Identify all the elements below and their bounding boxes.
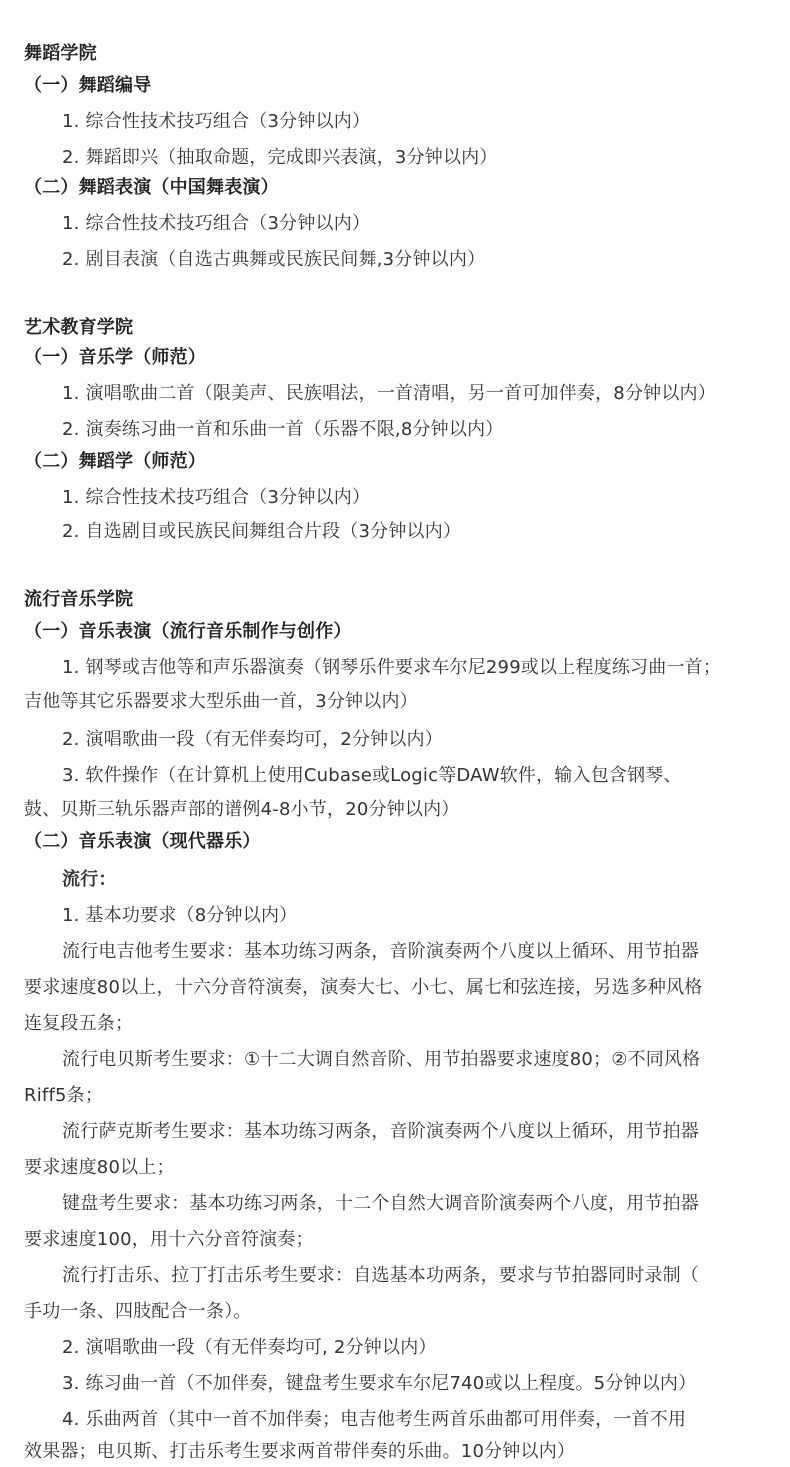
section-heading: （一）舞蹈编导 — [24, 75, 152, 96]
section-heading: （二）舞蹈表演（中国舞表演） — [24, 177, 279, 198]
paragraph-line: 手功一条、四肢配合一条）。 — [24, 1301, 252, 1322]
list-item: 1. 综合性技术技巧组合（3分钟以内） — [62, 111, 371, 132]
paragraph-line: 流行打击乐、拉丁打击乐考生要求：自选基本功两条，要求与节拍器同时录制（ — [62, 1265, 699, 1286]
list-item-continued: 效果器；电贝斯、打击乐考生要求两首带伴奏的乐曲。10分钟以内） — [24, 1441, 576, 1462]
list-item: 1. 钢琴或吉他等和声乐器演奏（钢琴乐件要求车尔尼299或以上程度练习曲一首； — [62, 657, 722, 678]
list-item-continued: 鼓、贝斯三轨乐器声部的谱例4-8小节，20分钟以内） — [24, 799, 460, 820]
list-item: 2. 舞蹈即兴（抽取命题，完成即兴表演，3分钟以内） — [62, 147, 498, 168]
list-item: 3. 软件操作（在计算机上使用Cubase或Logic等DAW软件，输入包含钢琴、 — [62, 765, 682, 786]
paragraph-line: 流行电吉他考生要求：基本功练习两条，音阶演奏两个八度以上循环、用节拍器 — [62, 941, 699, 962]
paragraph-line: 流行萨克斯考生要求：基本功练习两条，音阶演奏两个八度以上循环，用节拍器 — [62, 1121, 699, 1142]
section-heading: （一）音乐表演（流行音乐制作与创作） — [24, 621, 352, 642]
list-item: 2. 演唱歌曲一段（有无伴奏均可，2分钟以内） — [62, 729, 443, 750]
list-item: 1. 综合性技术技巧组合（3分钟以内） — [62, 487, 371, 508]
paragraph-line: 要求速度100，用十六分音符演奏； — [24, 1229, 314, 1250]
paragraph-line: 连复段五条； — [24, 1013, 134, 1034]
list-item: 2. 自选剧目或民族民间舞组合片段（3分钟以内） — [62, 521, 462, 542]
paragraph-line: 要求速度80以上； — [24, 1157, 175, 1178]
college-title-pop-music: 流行音乐学院 — [24, 589, 134, 610]
paragraph-line: 流行电贝斯考生要求：①十二大调自然音阶、用节拍器要求速度80；②不同风格 — [62, 1049, 701, 1070]
list-item: 1. 综合性技术技巧组合（3分钟以内） — [62, 213, 371, 234]
section-heading: （二）舞蹈学（师范） — [24, 451, 206, 472]
list-item-continued: 吉他等其它乐器要求大型乐曲一首，3分钟以内） — [24, 691, 418, 712]
college-title-dance: 舞蹈学院 — [24, 43, 97, 64]
list-item: 2. 演唱歌曲一段（有无伴奏均可, 2分钟以内） — [62, 1337, 437, 1358]
college-title-art-education: 艺术教育学院 — [24, 317, 134, 338]
subsection-label: 流行： — [62, 869, 117, 890]
list-item: 1. 基本功要求（8分钟以内） — [62, 905, 298, 926]
list-item: 2. 剧目表演（自选古典舞或民族民间舞,3分钟以内） — [62, 249, 486, 270]
paragraph-line: 键盘考生要求：基本功练习两条，十二个自然大调音阶演奏两个八度，用节拍器 — [62, 1193, 699, 1214]
paragraph-line: Riff5条； — [24, 1085, 104, 1106]
list-item: 1. 演唱歌曲二首（限美声、民族唱法，一首清唱，另一首可加伴奏，8分钟以内） — [62, 383, 716, 404]
list-item: 4. 乐曲两首（其中一首不加伴奏；电吉他考生两首乐曲都可用伴奏，一首不用 — [62, 1409, 687, 1430]
list-item: 2. 演奏练习曲一首和乐曲一首（乐器不限,8分钟以内） — [62, 419, 504, 440]
list-item: 3. 练习曲一首（不加伴奏，键盘考生要求车尔尼740或以上程度。5分钟以内） — [62, 1373, 697, 1394]
paragraph-line: 要求速度80以上，十六分音符演奏，演奏大七、小七、属七和弦连接，另选多种风格 — [24, 977, 703, 998]
section-heading: （一）音乐学（师范） — [24, 347, 206, 368]
section-heading: （二）音乐表演（现代器乐） — [24, 831, 261, 852]
